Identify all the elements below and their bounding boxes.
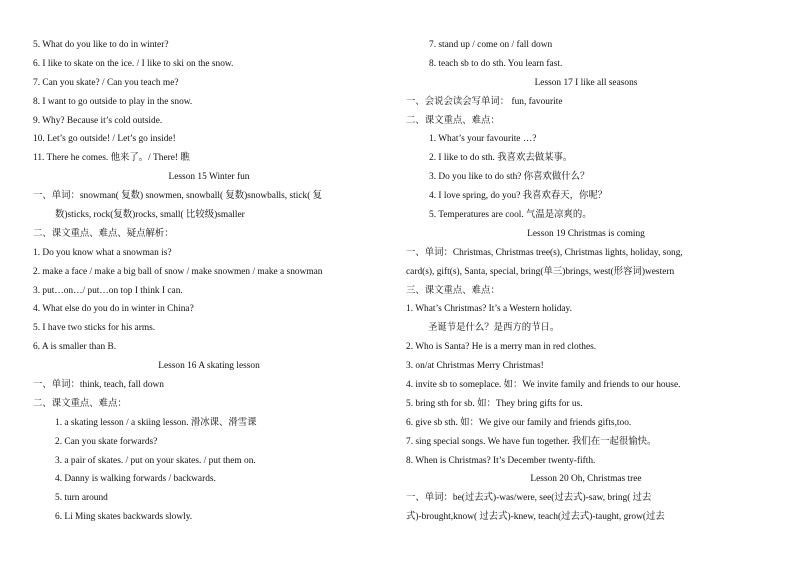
- left-text-line: 4. What else do you do in winter in China?: [33, 304, 194, 315]
- left-text-line: 3. put…on…/ put…on top I think I can.: [33, 285, 183, 296]
- left-text-line: 5. turn around: [55, 493, 108, 504]
- right-text-line: 一、会说会读会写单词： fun, favourite: [406, 96, 563, 107]
- left-text-line: 2. make a face / make a big ball of snow / make snowmen / make a snowman: [33, 266, 323, 277]
- right-text-line: 1. What’s your favourite …?: [429, 134, 537, 145]
- right-column: [406, 36, 766, 527]
- left-text-line: 11. There he comes. 他来了。/ There! 瞧: [33, 153, 190, 164]
- left-text-line: 6. Li Ming skates backwards slowly.: [55, 512, 193, 523]
- right-text-line: 2. Who is Santa? He is a merry man in red clothes.: [406, 342, 597, 353]
- right-text-line: 7. stand up / come on / fall down: [429, 40, 553, 50]
- left-text-line: 2. Can you skate forwards?: [55, 436, 158, 447]
- left-text-line: 6. I like to skate on the ice. / I like to ski on the snow.: [33, 58, 234, 69]
- right-text-line: 8. When is Christmas? It’s December twenty-fifth.: [406, 455, 596, 466]
- left-lesson-heading: Lesson 16 A skating lesson: [158, 361, 260, 372]
- right-text-line: 8. teach sb to do sth. You learn fast.: [429, 58, 563, 69]
- right-text-line: 5. bring sth for sb. 如：They bring gifts for us.: [406, 398, 583, 409]
- right-text-line: 一、单词：Christmas, Christmas tree(s), Christmas lights, holiday, song,: [406, 247, 683, 258]
- left-column: [33, 36, 385, 527]
- right-text-line: 3. on/at Christmas Merry Christmas!: [406, 361, 544, 372]
- left-text-line: 二、课文重点、难点、疑点解析：: [33, 228, 174, 239]
- left-text-line: 3. a pair of skates. / put on your skates. / put them on.: [55, 455, 256, 466]
- left-text-line: 6. A is smaller than B.: [33, 342, 117, 353]
- left-text-line: 1. a skating lesson / a skiing lesson. 滑冰课、滑雪课: [55, 417, 257, 428]
- left-text-line: 一、单词：think, teach, fall down: [33, 380, 164, 391]
- left-text-line: 1. Do you know what a snowman is?: [33, 247, 172, 258]
- right-text-line: 3. Do you like to do sth? 你喜欢做什么？: [429, 172, 590, 183]
- left-text-line: 10. Let’s go outside! / Let’s go inside!: [33, 134, 176, 145]
- right-text-line: 1. What’s Christmas? It’s a Western holiday.: [406, 304, 572, 315]
- left-text-line: 4. Danny is walking forwards / backwards.: [55, 474, 216, 485]
- left-text-line: 7. Can you skate? / Can you teach me?: [33, 77, 179, 88]
- right-text-line: 一、单词：be(过去式)-was/were, see(过去式)-saw, bring( 过去: [406, 493, 652, 504]
- left-text-line: 8. I want to go outside to play in the snow.: [33, 96, 193, 107]
- right-text-line: 7. sing special songs. We have fun together. 我们在一起很愉快。: [406, 436, 657, 447]
- right-text-line: 二、课文重点、难点：: [406, 115, 500, 126]
- right-lesson-heading: Lesson 17 I like all seasons: [534, 77, 638, 88]
- right-text-line: 5. Temperatures are cool. 气温是凉爽的。: [429, 210, 592, 221]
- right-text-line: card(s), gift(s), Santa, special, bring(单三)brings, west(形容词)western: [406, 266, 675, 277]
- right-text-line: 4. invite sb to someplace. 如：We invite family and friends to our house.: [406, 380, 681, 391]
- left-text-line: 9. Why? Because it’s cold outside.: [33, 115, 163, 126]
- right-text-line: 圣诞节是什么？是西方的节日。: [428, 323, 560, 334]
- left-text-line: 5. I have two sticks for his arms.: [33, 323, 156, 334]
- right-text-line: 2. I like to do sth. 我喜欢去做某事。: [429, 153, 573, 164]
- left-text-line: 数)sticks, rock(复数)rocks, small( 比较级)smaller: [55, 210, 245, 221]
- right-text-line: 三、课文重点、难点：: [406, 285, 500, 296]
- right-lesson-heading: Lesson 19 Christmas is coming: [527, 228, 645, 239]
- right-text-line: 6. give sb sth. 如：We give our family and friends gifts,too.: [406, 417, 632, 428]
- left-text-line: 5. What do you like to do in winter?: [33, 40, 169, 50]
- left-text-line: 二、课文重点、难点：: [33, 398, 127, 409]
- right-lesson-heading: Lesson 20 Oh, Christmas tree: [530, 474, 642, 485]
- left-text-line: 一、单词：snowman( 复数) snowmen, snowball( 复数)snowballs, stick( 复: [33, 191, 323, 202]
- left-lesson-heading: Lesson 15 Winter fun: [168, 172, 250, 183]
- right-text-line: 4. I love spring, do you? 我喜欢春天，你呢？: [429, 191, 608, 202]
- right-text-line: 式)-brought,know( 过去式)-knew, teach(过去式)-taught, grow(过去: [406, 512, 665, 523]
